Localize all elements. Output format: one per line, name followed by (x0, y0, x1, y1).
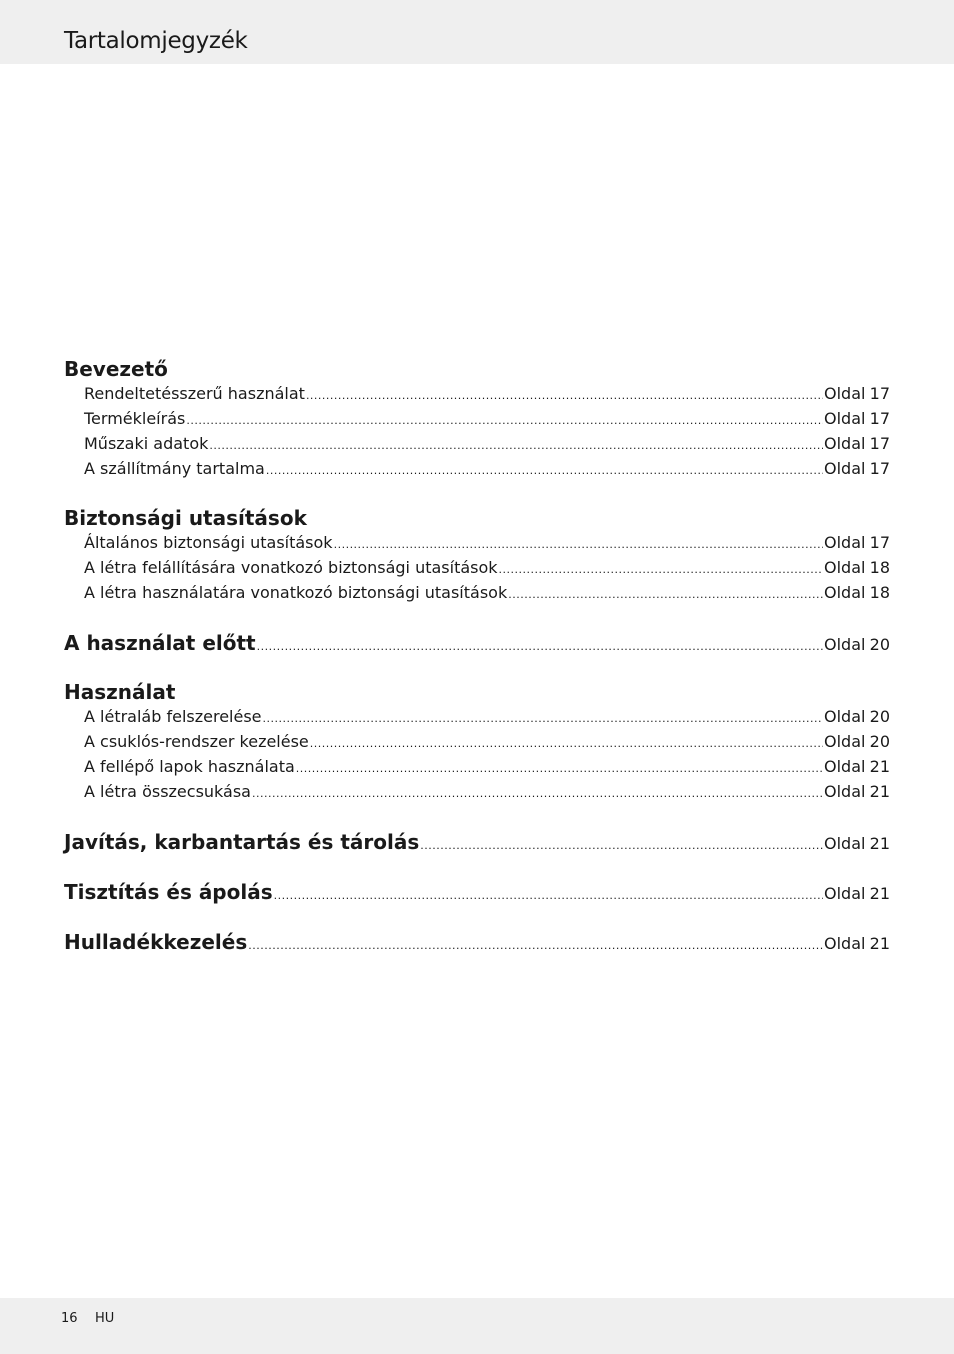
leader-dots (310, 731, 823, 756)
toc-entry-label: A csuklós-rendszer kezelése (84, 732, 309, 751)
section-heading: Használat (64, 680, 176, 704)
page-number: 17 (869, 409, 890, 428)
table-of-contents (64, 357, 890, 979)
leader-dots (248, 933, 823, 959)
page-word: Oldal (824, 934, 866, 953)
page-word: Oldal (824, 635, 866, 654)
toc-entry-label: A létra összecsukása (84, 782, 251, 801)
page-word: Oldal (824, 782, 866, 801)
toc-entry[interactable] (64, 754, 890, 779)
toc-entry[interactable] (64, 729, 890, 754)
toc-entry[interactable] (64, 779, 890, 804)
section-heading: Tisztítás és ápolás (64, 880, 273, 904)
toc-section-before-use (64, 630, 890, 656)
page-word: Oldal (824, 884, 866, 903)
leader-dots (420, 833, 823, 859)
page-number: 21 (869, 757, 890, 776)
page-number: 20 (869, 732, 890, 751)
toc-section-disposal (64, 929, 890, 955)
toc-entry[interactable] (64, 406, 890, 431)
page-number: 18 (869, 583, 890, 602)
page-word: Oldal (824, 583, 866, 602)
leader-dots (252, 781, 823, 806)
leader-dots (186, 408, 823, 433)
footer-page-number: 16 (61, 1311, 78, 1326)
footer-language: HU (95, 1311, 115, 1326)
leader-dots (499, 557, 823, 582)
page-word: Oldal (824, 707, 866, 726)
toc-entry[interactable] (64, 431, 890, 456)
section-heading: Bevezető (64, 357, 168, 381)
page-number: 21 (869, 934, 890, 953)
toc-entry-label: A fellépő lapok használata (84, 757, 295, 776)
leader-dots (266, 458, 823, 483)
toc-entry-label: Általános biztonsági utasítások (84, 533, 333, 552)
toc-section-cleaning (64, 879, 890, 905)
toc-section-maintenance (64, 829, 890, 855)
section-heading: Hulladékkezelés (64, 930, 248, 954)
page-word: Oldal (824, 732, 866, 751)
page-number: 17 (869, 533, 890, 552)
toc-entry-label: Rendeltetésszerű használat (84, 384, 305, 403)
footer-bar (0, 1298, 954, 1354)
page-word: Oldal (824, 409, 866, 428)
toc-entry-label: A létra használatára vonatkozó biztonsági utasítások (84, 583, 508, 602)
page-word: Oldal (824, 384, 866, 403)
leader-dots (296, 756, 823, 781)
page-word: Oldal (824, 533, 866, 552)
toc-entry[interactable] (64, 929, 890, 955)
toc-entry-label: A létra felállítására vonatkozó biztonsági utasítások (84, 558, 498, 577)
toc-entry-label: Műszaki adatok (84, 434, 209, 453)
leader-dots (209, 433, 823, 458)
toc-entry[interactable] (64, 456, 890, 481)
page-number: 21 (869, 834, 890, 853)
toc-entry-label: A szállítmány tartalma (84, 459, 265, 478)
toc-entry[interactable] (64, 530, 890, 555)
page-number: 21 (869, 884, 890, 903)
page-number: 20 (869, 707, 890, 726)
page-number: 17 (869, 459, 890, 478)
page-word: Oldal (824, 834, 866, 853)
toc-entry[interactable] (64, 879, 890, 905)
page-number: 17 (869, 384, 890, 403)
page-word: Oldal (824, 459, 866, 478)
toc-entry[interactable] (64, 381, 890, 406)
page-number: 21 (869, 782, 890, 801)
toc-entry-label: Termékleírás (84, 409, 186, 428)
section-heading: Biztonsági utasítások (64, 506, 307, 530)
toc-entry[interactable] (64, 580, 890, 605)
section-heading: A használat előtt (64, 631, 256, 655)
page-number: 20 (869, 635, 890, 654)
page-number: 18 (869, 558, 890, 577)
section-heading: Javítás, karbantartás és tárolás (64, 830, 420, 854)
page-word: Oldal (824, 558, 866, 577)
page-word: Oldal (824, 434, 866, 453)
toc-section-safety (64, 506, 890, 605)
page-word: Oldal (824, 757, 866, 776)
toc-entry[interactable] (64, 704, 890, 729)
leader-dots (274, 883, 823, 909)
toc-entry-label: A létraláb felszerelése (84, 707, 262, 726)
leader-dots (334, 532, 823, 557)
page-number: 17 (869, 434, 890, 453)
toc-entry[interactable] (64, 829, 890, 855)
toc-entry[interactable] (64, 555, 890, 580)
leader-dots (257, 634, 823, 660)
toc-section-use (64, 680, 890, 804)
leader-dots (263, 706, 823, 731)
leader-dots (508, 582, 823, 607)
page-title: Tartalomjegyzék (64, 28, 248, 54)
leader-dots (306, 383, 823, 408)
toc-entry[interactable] (64, 630, 890, 656)
toc-section-introduction (64, 357, 890, 481)
